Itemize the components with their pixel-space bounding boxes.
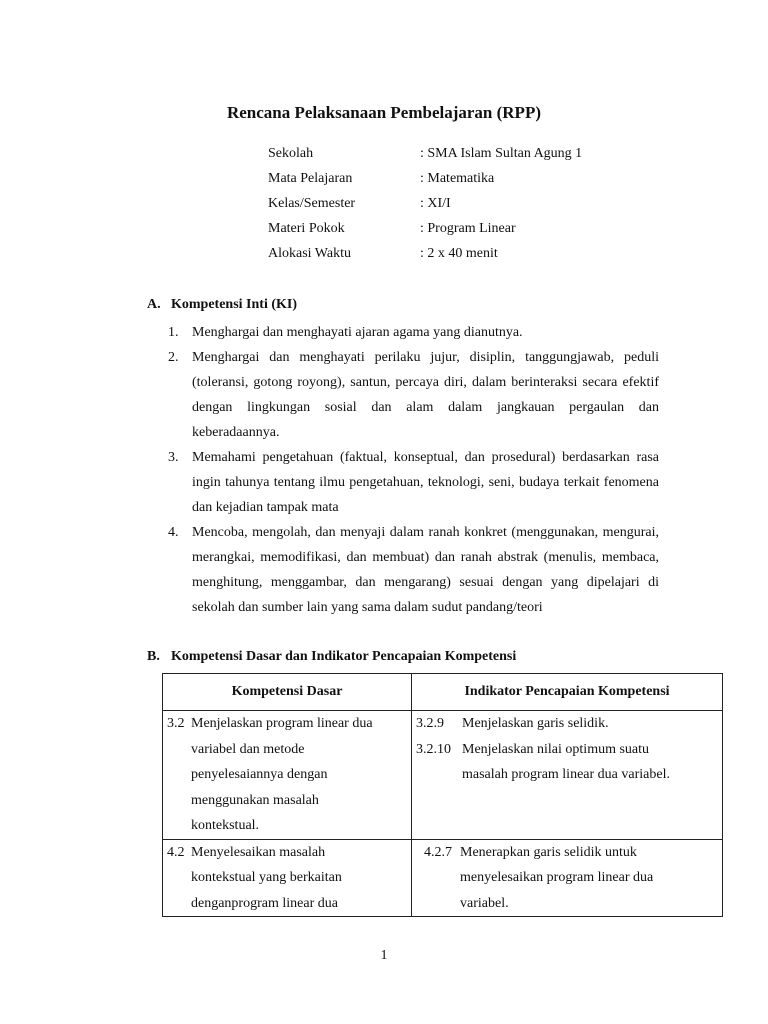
table-cell-indicator <box>412 839 723 917</box>
list-number: 2. <box>168 350 179 365</box>
identity-label: Alokasi Waktu <box>268 246 351 261</box>
list-text: Memahami pengetahuan (faktual, konseptual, dan prosedural) berdasarkan rasa ingin tahunya tentang ilmu pengetahuan, teknologi, seni, budaya terkait fenomena dan kejadian tampak mata <box>192 450 659 515</box>
identity-label: Materi Pokok <box>268 221 345 236</box>
identity-value: : Program Linear <box>420 221 516 236</box>
table-header-kd: Kompetensi Dasar <box>163 674 412 711</box>
list-item <box>168 445 659 520</box>
table-cell-kd <box>163 711 412 840</box>
identity-row-sekolah <box>268 144 668 169</box>
list-item <box>168 320 659 345</box>
kd-line: denganprogram linear dua <box>191 895 338 911</box>
list-number: 1. <box>168 325 179 340</box>
identity-value: : SMA Islam Sultan Agung 1 <box>420 146 583 161</box>
indicator-line: menyelesaikan program linear dua <box>460 870 654 885</box>
kd-entry <box>167 711 407 839</box>
indicator-entry <box>424 840 718 917</box>
document-title: Rencana Pelaksanaan Pembelajaran (RPP) <box>226 103 541 122</box>
identity-block <box>268 144 668 269</box>
indicator-entry <box>416 711 718 737</box>
section-b-heading <box>147 647 516 666</box>
section-letter: B. <box>147 649 160 664</box>
indicator-entry <box>416 737 718 788</box>
identity-row-mapel <box>268 169 668 194</box>
table-row <box>163 711 723 840</box>
table-cell-kd <box>163 839 412 917</box>
kd-number: 4.2 <box>167 844 185 860</box>
identity-value: : 2 x 40 menit <box>420 246 498 261</box>
table-header-indicator: Indikator Pencapaian Kompetensi <box>412 674 723 711</box>
list-item <box>168 345 659 445</box>
indicator-line: Menerapkan garis selidik untuk <box>460 844 637 860</box>
kd-line: kontekstual yang berkaitan <box>191 870 342 885</box>
indicator-number: 3.2.9 <box>416 716 444 731</box>
section-letter: A. <box>147 297 161 312</box>
list-number: 4. <box>168 525 179 540</box>
table-row <box>163 839 723 917</box>
kd-line: penyelesaiannya dengan <box>191 767 328 782</box>
list-number: 3. <box>168 450 179 465</box>
list-item <box>168 520 659 620</box>
ki-list <box>168 320 659 620</box>
section-title: Kompetensi Dasar dan Indikator Pencapaian Kompetensi <box>171 649 517 664</box>
identity-row-kelas <box>268 194 668 219</box>
kd-line: Menyelesaikan masalah <box>191 844 326 860</box>
indicator-line: Menjelaskan garis selidik. <box>462 716 609 731</box>
section-title: Kompetensi Inti (KI) <box>171 297 297 312</box>
kd-entry <box>167 840 407 917</box>
identity-row-materi <box>268 219 668 244</box>
indicator-number: 3.2.10 <box>416 741 451 757</box>
indicator-number: 4.2.7 <box>424 844 452 860</box>
list-text: Menghargai dan menghayati ajaran agama yang dianutnya. <box>192 325 523 340</box>
section-a-heading <box>147 295 297 314</box>
kd-line: kontekstual. <box>191 818 260 833</box>
identity-row-alokasi <box>268 244 668 269</box>
identity-label: Mata Pelajaran <box>268 171 353 186</box>
identity-value: : Matematika <box>420 171 495 186</box>
identity-label: Sekolah <box>268 146 314 161</box>
indicator-line: variabel. <box>460 895 509 911</box>
indicator-line: Menjelaskan nilai optimum suatu <box>462 741 650 757</box>
kd-line: variabel dan metode <box>191 741 305 757</box>
kd-line: menggunakan masalah <box>191 792 319 808</box>
page-number: 1 <box>380 948 388 963</box>
table-cell-indicator <box>412 711 723 840</box>
kd-line: Menjelaskan program linear dua <box>191 716 373 731</box>
kd-table <box>162 673 723 917</box>
kd-number: 3.2 <box>167 716 185 731</box>
indicator-line: masalah program linear dua variabel. <box>462 767 670 782</box>
identity-value: : XI/I <box>420 196 451 211</box>
identity-label: Kelas/Semester <box>268 196 356 211</box>
list-text: Menghargai dan menghayati perilaku jujur, disiplin, tanggungjawab, peduli (toleransi, gotong royong), santun, percaya diri, dalam berinteraksi secara efektif dengan lingkungan sosial dan alam dalam jangkauan pergaulan dan keberadaannya. <box>192 350 659 440</box>
table-header-row <box>163 674 723 711</box>
list-text: Mencoba, mengolah, dan menyaji dalam ranah konkret (menggunakan, mengurai, merangkai, memodifikasi, dan membuat) dan ranah abstrak (menulis, membaca, menghitung, menggambar, dan mengarang) sesuai dengan yang dipelajari di sekolah dan sumber lain yang sama dalam sudut pandang/teori <box>192 525 659 615</box>
